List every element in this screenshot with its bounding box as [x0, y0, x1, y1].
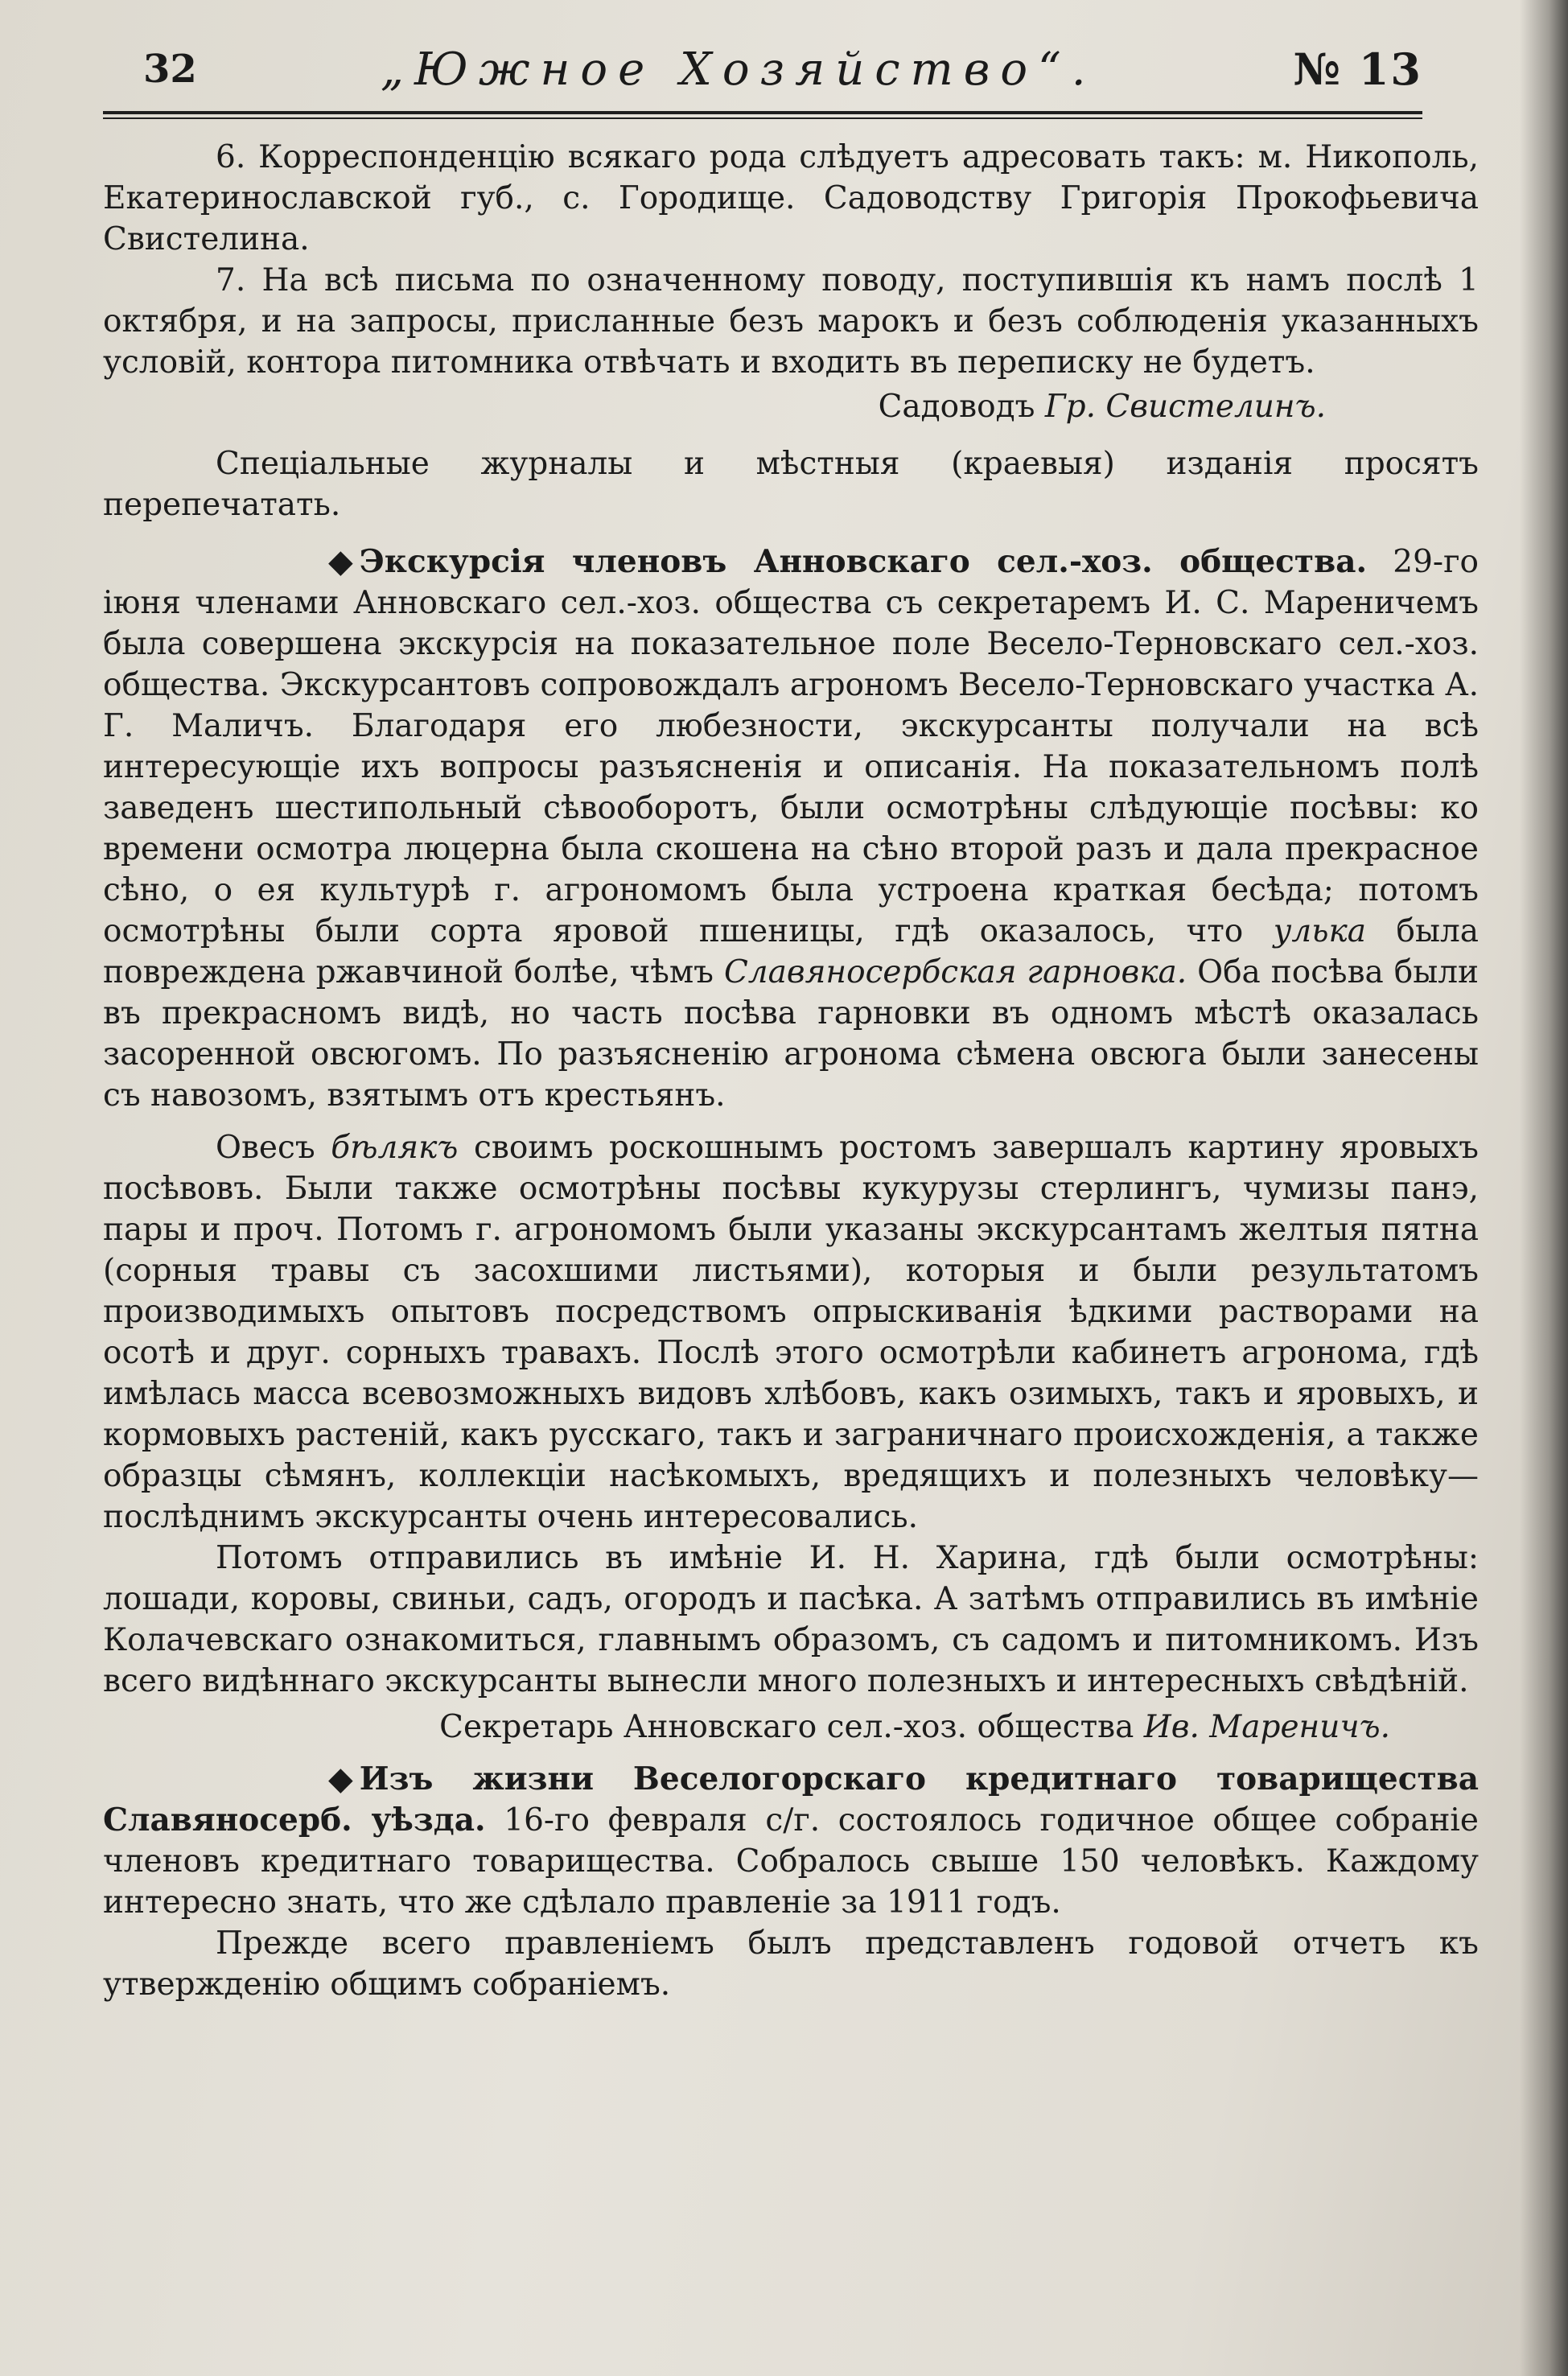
page-edge-shadow — [1520, 0, 1568, 2376]
page-header — [103, 40, 1422, 113]
credit-heading: Изъ жизни Веселогорскаго кредитнаго товарищества Славяносерб. уѣзда. — [103, 1760, 1479, 1839]
paragraph-credit-2: Прежде всего правленіемъ былъ представленъ годовой отчетъ къ утвержденію общимъ собраніемъ. — [103, 1925, 1479, 2003]
page-number: 32 — [143, 47, 197, 92]
diamond-bullet-icon: ◆ — [328, 1760, 353, 1797]
article-body — [103, 137, 1479, 2005]
issue-number: № 13 — [1293, 43, 1422, 95]
journal-title: „Южное Хозяйство“. — [381, 43, 1097, 96]
diamond-bullet-icon: ◆ — [328, 543, 353, 580]
signature-name: Гр. Свистелинъ. — [1044, 389, 1326, 425]
header-rule-thin — [103, 117, 1422, 119]
paragraph-excursion-1: ◆ Экскурсія членовъ Анновскаго сел.-хоз. общества. 29-го іюня членами Анновскаго сел.-хоз. общества съ секретаремъ И. С. Мареничемъ была совершена экскурсія на показательное поле Весело-Терновскаго сел.-хоз. общества. Экскурсантовъ сопровождалъ агрономъ Весело-Терновскаго участка А. Г. Маличъ. Благодаря его любезности, экскурсанты получали на всѣ интересующіе ихъ вопросы разъясненія и описанія. На показательномъ полѣ заведенъ шестипольный сѣвооборотъ, были осмотрѣны слѣдующіе посѣвы: ко времени осмотра люцерна была скошена на сѣно второй разъ и дала прекрасное сѣно, о ея культурѣ г. агрономомъ была устроена краткая бесѣда; потомъ осмотрѣны были сорта яровой пшеницы, гдѣ оказалось, что улька была повреждена ржавчиной болѣе, чѣмъ Славяносербская гарновка. Оба посѣва были въ прекрасномъ видѣ, но часть посѣва гарновки въ одномъ мѣстѣ оказалась засоренной овсюгомъ. По разъясненію агронома сѣмена овсюга были занесены съ навозомъ, взятымъ отъ крестьянъ. — [103, 543, 1480, 1114]
header-rule — [103, 111, 1422, 114]
paragraph-excursion-2: Овесъ бѣлякъ своимъ роскошнымъ ростомъ завершалъ картину яровыхъ посѣвовъ. Были также осмотрѣны посѣвы кукурузы стерлингъ, чумизы панэ, пары и проч. Потомъ г. агрономомъ были указаны экскурсантамъ желтыя пятна (сорныя травы съ засохшими листьями), которыя и были результатомъ производимыхъ опытовъ посредствомъ опрыскиванія ѣдкими растворами на осотѣ и друг. сорныхъ травахъ. Послѣ этого осмотрѣли кабинетъ агронома, гдѣ имѣлась масса всевозможныхъ видовъ хлѣбовъ, какъ озимыхъ, такъ и яровыхъ, и кормовыхъ растеній, какъ русскаго, такъ и заграничнаго происхожденія, а также образцы сѣмянъ, коллекціи насѣкомыхъ, вредящихъ и полезныхъ человѣку—послѣднимъ экскурсанты очень интересовались. — [103, 1130, 1479, 1535]
paragraph-credit-1: ◆ Изъ жизни Веселогорскаго кредитнаго товарищества Славяносерб. уѣзда. 16-го февраля с/г. состоялось годичное общее собраніе членовъ кредитнаго товарищества. Собралось свыше 150 человѣкъ. Каждому интересно знать, что же сдѣлало правленіе за 1911 годъ. — [103, 1760, 1479, 1921]
paragraph-reprint: Спеціальные журналы и мѣстныя (краевыя) изданія просятъ перепечатать. — [103, 446, 1479, 523]
signature-gardener — [103, 386, 1479, 427]
signature-prefix: Садоводъ — [878, 389, 1035, 425]
signature-secretary: Секретарь Анновскаго сел.-хоз. общества Ив. Мареничъ. — [439, 1709, 1390, 1745]
paragraph-item-7: 7. На всѣ письма по означенному поводу, поступившія къ намъ послѣ 1 октября, и на запросы, присланные безъ марокъ и безъ соблюденія указанныхъ условій, контора питомника отвѣчать и входить въ переписку не будетъ. — [103, 262, 1479, 381]
paragraph-excursion-3: Потомъ отправились въ имѣніе И. Н. Харина, гдѣ были осмотрѣны: лошади, коровы, свиньи, садъ, огородъ и пасѣка. А затѣмъ отправились въ имѣніе Колачевскаго ознакомиться, главнымъ образомъ, съ садомъ и питомникомъ. Изъ всего видѣннаго экскурсанты вынесли много полезныхъ и интересныхъ свѣдѣній. — [103, 1540, 1479, 1699]
excursion-heading: Экскурсія членовъ Анновскаго сел.-хоз. общества. — [359, 543, 1368, 580]
paragraph-item-6: 6. Корреспонденцію всякаго рода слѣдуетъ адресовать такъ: м. Никополь, Екатеринославской губ., с. Городище. Садоводству Григорія Прокофьевича Свистелина. — [103, 139, 1479, 257]
